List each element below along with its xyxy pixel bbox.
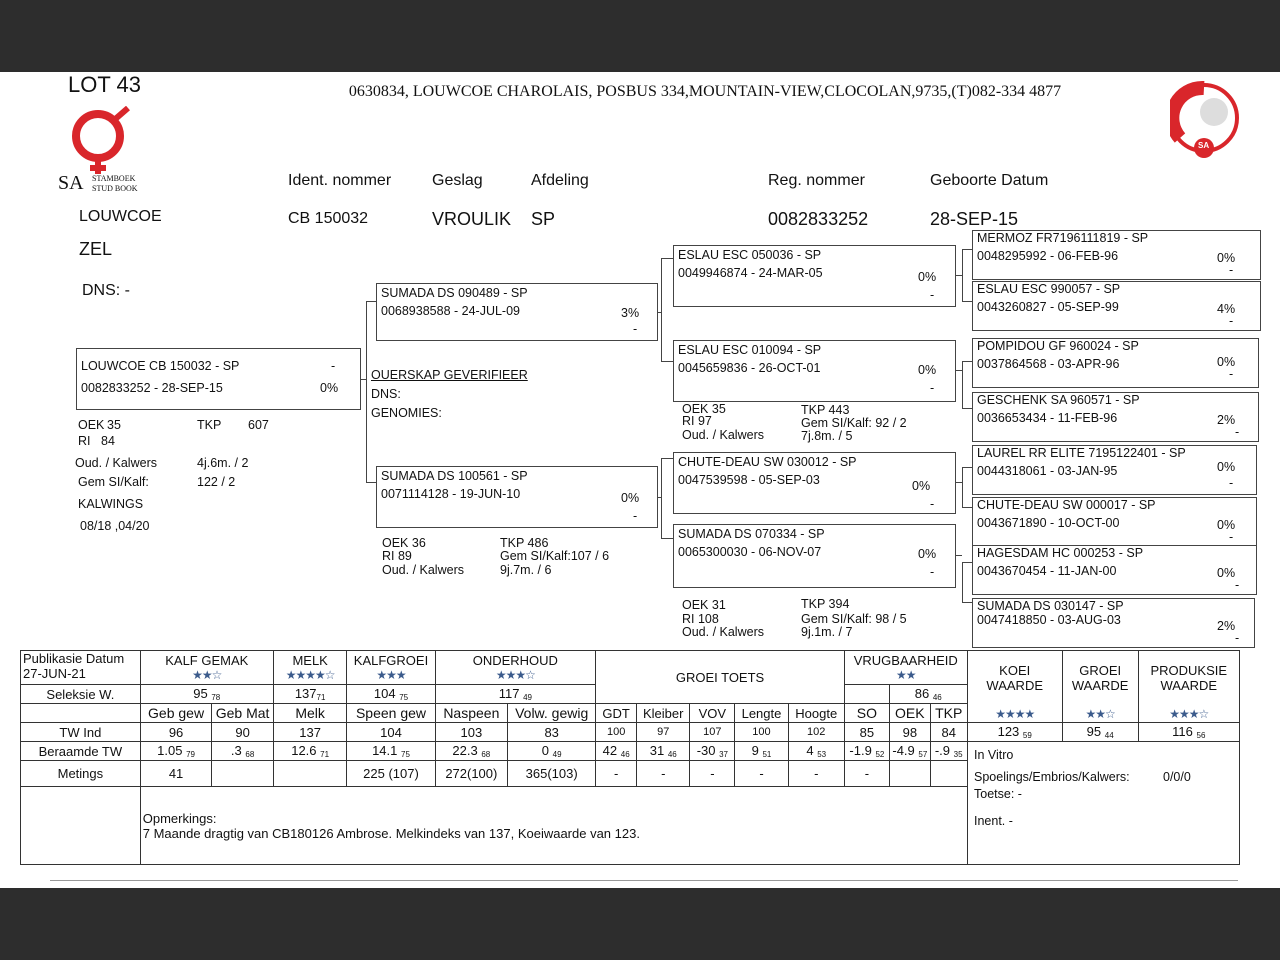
self-oek-label: OEK	[78, 418, 105, 432]
charolais-logo	[1170, 78, 1242, 162]
melk-stars-icon: ★★★★☆	[285, 668, 335, 682]
metings-value-2	[273, 761, 347, 787]
ggp2-line2: 0043260827 - 05-SEP-99	[977, 300, 1119, 314]
ggp4-line2: 0036653434 - 11-FEB-96	[977, 411, 1118, 425]
produksie-tw-acc: 56	[1196, 731, 1206, 740]
beraamde-value-7: 31	[649, 743, 665, 758]
dam-oek: OEK 36	[382, 536, 426, 550]
beraamde-value-3: 14.1	[372, 743, 398, 758]
seleksie-label: Seleksie W.	[21, 685, 141, 704]
groei-toets-label: GROEI TOETS	[596, 651, 845, 704]
tw-label: TW Ind	[21, 723, 141, 742]
beraamde-acc-13: 35	[953, 750, 963, 759]
koei-tw-acc: 59	[1022, 731, 1032, 740]
self-ri-label: RI	[78, 434, 91, 448]
vrugbaarheid-label: VRUGBAARHEID	[853, 653, 958, 668]
col-header-1: Geb Mat	[212, 704, 273, 723]
animal-geboorte: 28-SEP-15	[930, 209, 1019, 229]
opmerkings-text: 7 Maande dragtig van CB180126 Ambrose. Melkindeks van 137, Koeiwaarde van 123.	[142, 826, 640, 841]
beraamde-cell-1	[212, 742, 273, 761]
tw-value-9: 100	[735, 723, 788, 742]
produksie-tw-cell	[1138, 723, 1239, 742]
ggp7-line1: HAGESDAM HC 000253 - SP	[977, 546, 1144, 560]
vrugbaarheid-head	[844, 651, 967, 685]
kalfgroei-stars-icon: ★★★	[376, 668, 406, 682]
ggp6-line2: 0043671890 - 10-OCT-00	[977, 516, 1120, 530]
ggp6-dash: -	[1229, 530, 1234, 544]
dam-tkp: TKP 486	[500, 536, 549, 550]
gp4-line2: 0065300030 - 06-NOV-07	[678, 545, 822, 559]
groei-head	[1062, 651, 1138, 723]
beraamde-cell-11	[844, 742, 889, 761]
beraamde-cell-10	[788, 742, 844, 761]
dam-pct: 0%	[621, 491, 640, 505]
studbook-logo	[58, 102, 158, 197]
gp-box-4	[673, 524, 956, 588]
beraamde-value-0: 1.05	[157, 743, 183, 758]
beraamde-value-1: .3	[230, 743, 242, 758]
gp-bot-oek: OEK 31	[682, 598, 726, 612]
metings-value-8: -	[690, 761, 735, 787]
ggp-box-6	[972, 497, 1257, 547]
gp4-line1: SUMADA DS 070334 - SP	[678, 527, 825, 541]
ggp8-line2: 0047418850 - 03-AUG-03	[977, 613, 1121, 627]
opmerkings-cell	[140, 787, 967, 865]
beraamde-acc-11: 52	[875, 750, 885, 759]
performance-table	[20, 650, 1240, 865]
ggp2-line1: ESLAU ESC 990057 - SP	[977, 282, 1121, 296]
ggp-box-5	[972, 445, 1257, 495]
beraamde-acc-1: 68	[245, 750, 255, 759]
gp1-line2: 0049946874 - 24-MAR-05	[678, 266, 823, 280]
vrugbaarheid-acc: 46	[932, 693, 942, 702]
beraamde-cell-2	[273, 742, 347, 761]
inent-label: Inent. -	[974, 814, 1013, 828]
sire-box	[376, 283, 658, 341]
kalfgroei-value	[347, 685, 435, 704]
groei-stars-icon: ★★☆	[1085, 707, 1115, 721]
melk-head	[273, 651, 347, 685]
gp2-dash: -	[930, 381, 935, 395]
gp-top-ri: RI 97	[682, 414, 712, 428]
dam-dash: -	[633, 509, 638, 523]
beraamde-cell-5	[508, 742, 596, 761]
col-header-2: Melk	[273, 704, 347, 723]
verification-dns: DNS:	[371, 387, 401, 401]
dam-gem: Gem SI/Kalf:107 / 6	[500, 549, 610, 563]
animal-name-line2: ZEL	[79, 239, 113, 259]
ggp4-dash: -	[1235, 425, 1240, 439]
ggp6-pct: 0%	[1217, 518, 1236, 532]
gp-top-oud: 7j.8m. / 5	[801, 429, 853, 443]
metings-value-6: -	[596, 761, 637, 787]
metings-value-11: -	[844, 761, 889, 787]
beraamde-acc-5: 49	[552, 750, 562, 759]
kalf-gemak-head	[140, 651, 273, 685]
genomies-label: GENOMIES:	[371, 406, 442, 420]
beraamde-acc-12: 57	[918, 750, 928, 759]
beraamde-acc-4: 68	[481, 750, 491, 759]
produksie-head	[1138, 651, 1239, 723]
metings-value-10: -	[788, 761, 844, 787]
beraamde-value-5: 0	[541, 743, 550, 758]
beraamde-value-4: 22.3	[452, 743, 478, 758]
onderhoud-stars-icon: ★★★☆	[495, 668, 535, 682]
gp-top-tkp: TKP 443	[801, 403, 850, 417]
self-oek: 35	[107, 418, 121, 432]
kalf-gemak-stars-icon: ★★☆	[192, 668, 222, 682]
self-line1: LOUWCOE CB 150032 - SP	[81, 359, 240, 373]
kalfgroei-val: 104	[373, 686, 396, 701]
gp-box-3	[673, 452, 956, 514]
beraamde-value-13: -.9	[934, 743, 951, 758]
beraamde-value-11: -1.9	[849, 743, 872, 758]
gp2-pct: 0%	[918, 363, 937, 377]
col-header-5: Volw. gewig	[508, 704, 596, 723]
ggp3-pct: 0%	[1217, 355, 1236, 369]
ggp7-dash: -	[1235, 578, 1240, 592]
melk-val: 137	[294, 686, 317, 701]
metings-value-5: 365(103)	[508, 761, 596, 787]
label-geslag: Geslag	[432, 172, 483, 189]
self-line2: 0082833252 - 28-SEP-15	[81, 381, 223, 395]
groei-tw-acc: 44	[1104, 731, 1114, 740]
metings-value-0: 41	[140, 761, 212, 787]
animal-afdeling: SP	[531, 209, 556, 229]
tw-value-10: 102	[788, 723, 844, 742]
kalfgroei-label: KALFGROEI	[353, 653, 429, 668]
self-kalwings-label: KALWINGS	[78, 497, 144, 511]
ggp7-line2: 0043670454 - 11-JAN-00	[977, 564, 1117, 578]
beraamde-acc-2: 71	[320, 750, 330, 759]
gp2-line2: 0045659836 - 26-OCT-01	[678, 361, 821, 375]
self-tkp-label: TKP	[197, 418, 222, 432]
animal-name-line1: LOUWCOE	[79, 208, 162, 225]
gp1-line1: ESLAU ESC 050036 - SP	[678, 248, 822, 262]
ggp8-line1: SUMADA DS 030147 - SP	[977, 599, 1124, 613]
kalf-gemak-acc: 78	[211, 693, 221, 702]
groei-tw-cell	[1062, 723, 1138, 742]
kalf-gemak-label: KALF GEMAK	[165, 653, 249, 668]
tw-value-4: 103	[435, 723, 508, 742]
toetse-label: Toetse: -	[974, 787, 1022, 801]
gp3-dash: -	[930, 497, 935, 511]
spoelings-value: 0/0/0	[1163, 770, 1191, 784]
tw-value-3: 104	[347, 723, 435, 742]
self-kalwings: 08/18 ,04/20	[80, 519, 150, 533]
vrugbaarheid-value	[889, 685, 967, 704]
col-header-6: GDT	[596, 704, 637, 723]
beraamde-cell-4	[435, 742, 508, 761]
melk-label: MELK	[292, 653, 328, 668]
beraamde-cell-12	[889, 742, 930, 761]
ggp4-pct: 2%	[1217, 413, 1236, 427]
beraamde-acc-6: 46	[620, 750, 630, 759]
sire-dash: -	[633, 322, 638, 336]
gp-box-2	[673, 340, 956, 402]
ggp7-pct: 0%	[1217, 566, 1236, 580]
col-header-7: Kleiber	[637, 704, 690, 723]
dam-oud: 9j.7m. / 6	[500, 563, 552, 577]
melk-acc: 71	[316, 693, 326, 702]
pedigree-page	[0, 72, 1280, 888]
ggp-box-2	[972, 281, 1261, 331]
gp3-line2: 0047539598 - 05-SEP-03	[678, 473, 820, 487]
beraamde-cell-7	[637, 742, 690, 761]
ggp8-pct: 2%	[1217, 619, 1236, 633]
ggp3-line1: POMPIDOU GF 960024 - SP	[977, 339, 1139, 353]
ggp-box-4	[972, 392, 1259, 442]
onderhoud-val: 117	[498, 686, 520, 701]
self-ri: 84	[101, 434, 115, 448]
animal-ident: CB 150032	[288, 210, 369, 227]
gp4-pct: 0%	[918, 547, 937, 561]
metings-label: Metings	[21, 761, 141, 787]
gp1-dash: -	[930, 288, 935, 302]
kalf-gemak-val: 95	[193, 686, 208, 701]
metings-value-1	[212, 761, 273, 787]
beraamde-cell-9	[735, 742, 788, 761]
vrugbaarheid-stars-icon: ★★	[895, 668, 916, 682]
dam-line2: 0071114128 - 19-JUN-10	[381, 487, 521, 501]
beraamde-acc-8: 37	[719, 750, 729, 759]
gp2-line1: ESLAU ESC 010094 - SP	[678, 343, 822, 357]
gp3-pct: 0%	[912, 479, 931, 493]
col-header-0: Geb gew	[140, 704, 212, 723]
ggp5-line1: LAUREL RR ELITE 7195122401 - SP	[977, 446, 1186, 460]
dam-oud-label: Oud. / Kalwers	[382, 563, 464, 577]
dam-line1: SUMADA DS 100561 - SP	[381, 469, 528, 483]
onderhoud-head	[435, 651, 596, 685]
studbook-line2: STUD BOOK	[92, 184, 138, 193]
gp-bot-oud: 9j.1m. / 7	[801, 625, 853, 639]
tw-value-5: 83	[508, 723, 596, 742]
studbook-line1: STAMBOEK	[92, 174, 136, 183]
animal-dns: DNS: -	[82, 282, 130, 299]
ggp5-dash: -	[1229, 476, 1234, 490]
kalf-gemak-value	[140, 685, 273, 704]
animal-geslag: VROULIK	[432, 209, 512, 229]
tw-value-1: 90	[212, 723, 273, 742]
metings-value-12	[889, 761, 930, 787]
gp-bot-gem: Gem SI/Kalf: 98 / 5	[801, 612, 907, 626]
beraamde-acc-10: 53	[817, 750, 827, 759]
beraamde-cell-3	[347, 742, 435, 761]
ggp6-line1: CHUTE-DEAU SW 000017 - SP	[977, 498, 1156, 512]
ggp4-line1: GESCHENK SA 960571 - SP	[977, 393, 1140, 407]
ggp-box-3	[972, 338, 1259, 388]
dam-ri: RI 89	[382, 549, 412, 563]
groei-tw: 95	[1086, 724, 1102, 739]
col-header-12: OEK	[889, 704, 930, 723]
ggp1-pct: 0%	[1217, 251, 1236, 265]
beraamde-value-2: 12.6	[291, 743, 317, 758]
beraamde-cell-13	[930, 742, 967, 761]
opmerkings-label: Opmerkings:	[142, 811, 217, 826]
ggp8-dash: -	[1235, 631, 1240, 645]
pub-date: 27-JUN-21	[23, 666, 86, 681]
self-gem-label: Gem SI/Kalf:	[78, 475, 149, 489]
tw-value-7: 97	[637, 723, 690, 742]
pub-label: Publikasie Datum	[23, 651, 125, 666]
sire-line2: 0068938588 - 24-JUL-09	[381, 304, 520, 318]
tw-value-13: 84	[930, 723, 967, 742]
melk-value	[273, 685, 347, 704]
self-oud-label: Oud. / Kalwers	[75, 456, 157, 470]
ggp3-dash: -	[1229, 367, 1234, 381]
ggp-box-7	[972, 545, 1257, 595]
tw-value-11: 85	[844, 723, 889, 742]
gp-top-oud-label: Oud. / Kalwers	[682, 428, 764, 442]
gp3-line1: CHUTE-DEAU SW 030012 - SP	[678, 455, 857, 469]
beraamde-value-8: -30	[696, 743, 716, 758]
studbook-emblem-icon	[68, 106, 138, 176]
tw-value-6: 100	[596, 723, 637, 742]
onderhoud-label: ONDERHOUD	[472, 653, 558, 668]
ouerskap-label: OUERSKAP GEVERIFIEER	[371, 368, 528, 382]
gp-bot-tkp: TKP 394	[801, 597, 850, 611]
col-header-10: Hoogte	[788, 704, 844, 723]
onderhoud-acc: 49	[523, 693, 532, 702]
beraamde-acc-3: 75	[401, 750, 410, 759]
gp1-pct: 0%	[918, 270, 937, 284]
label-ident: Ident. nommer	[288, 172, 392, 189]
produksie-stars-icon: ★★★☆	[1169, 707, 1209, 721]
beraamde-cell-6	[596, 742, 637, 761]
groei-label: GROEI WAARDE	[1071, 663, 1129, 693]
produksie-tw: 116	[1172, 724, 1193, 739]
tw-value-12: 98	[889, 723, 930, 742]
gp-box-1	[673, 245, 956, 307]
self-pct: 0%	[320, 381, 339, 395]
in-vitro-label: In Vitro	[974, 748, 1014, 762]
beraamde-value-6: 42	[602, 743, 618, 758]
ggp-box-1	[972, 230, 1261, 280]
tw-value-8: 107	[690, 723, 735, 742]
label-reg: Reg. nommer	[768, 172, 865, 189]
beraamde-label: Beraamde TW	[21, 742, 141, 761]
beraamde-value-10: 4	[806, 743, 814, 758]
breeder-header: 0630834, LOUWCOE CHAROLAIS, POSBUS 334,MOUNTAIN-VIEW,CLOCOLAN,9735,(T)082-334 4877	[348, 83, 1062, 100]
vrugbaarheid-val: 86	[914, 686, 930, 701]
dam-box	[376, 466, 658, 528]
animal-reg: 0082833252	[768, 209, 869, 229]
gp4-dash: -	[930, 565, 935, 579]
label-afdeling: Afdeling	[531, 172, 589, 189]
tw-value-0: 96	[140, 723, 212, 742]
sire-line1: SUMADA DS 090489 - SP	[381, 286, 528, 300]
col-header-4: Naspeen	[435, 704, 508, 723]
sire-pct: 3%	[621, 306, 640, 320]
studbook-prefix: SA	[58, 172, 84, 194]
koei-label: KOEI WAARDE	[986, 663, 1043, 693]
koei-stars-icon: ★★★★	[995, 707, 1035, 721]
koei-head	[967, 651, 1062, 723]
col-header-3: Speen gew	[347, 704, 435, 723]
col-header-9: Lengte	[735, 704, 788, 723]
gp-top-oek: OEK 35	[682, 402, 726, 416]
charolais-sub: SA	[1198, 141, 1210, 150]
beraamde-value-9: 9	[751, 743, 759, 758]
beraamde-cell-8	[690, 742, 735, 761]
koei-tw: 123	[997, 724, 1020, 739]
onderhoud-value	[435, 685, 596, 704]
metings-value-3: 225 (107)	[347, 761, 435, 787]
metings-value-4: 272(100)	[435, 761, 508, 787]
ggp1-dash: -	[1229, 263, 1234, 277]
ggp1-line2: 0048295992 - 06-FEB-96	[977, 249, 1119, 263]
self-oud: 4j.6m. / 2	[197, 456, 249, 470]
self-gem: 122 / 2	[197, 475, 236, 489]
self-box	[76, 348, 361, 410]
gp-bot-oud-label: Oud. / Kalwers	[682, 625, 764, 639]
self-dash: -	[331, 359, 336, 373]
beraamde-acc-7: 46	[667, 750, 677, 759]
beraamde-acc-9: 51	[762, 750, 772, 759]
ggp5-pct: 0%	[1217, 460, 1236, 474]
beraamde-value-12: -4.9	[892, 743, 915, 758]
ggp3-line2: 0037864568 - 03-APR-96	[977, 357, 1120, 371]
pub-cell	[21, 651, 141, 685]
beraamde-acc-0: 79	[186, 750, 195, 759]
metings-value-13	[930, 761, 967, 787]
ggp1-line1: MERMOZ FR7196111819 - SP	[977, 231, 1149, 245]
kalfgroei-acc: 75	[399, 693, 409, 702]
gp-top-gem: Gem SI/Kalf: 92 / 2	[801, 416, 907, 430]
kalfgroei-head	[347, 651, 435, 685]
lot-number: LOT 43	[68, 72, 141, 97]
ggp5-line2: 0044318061 - 03-JAN-95	[977, 464, 1118, 478]
koei-tw-cell	[967, 723, 1062, 742]
produksie-label: PRODUKSIE WAARDE	[1150, 663, 1228, 693]
metings-value-9: -	[735, 761, 788, 787]
label-geboorte: Geboorte Datum	[930, 172, 1049, 189]
ggp-box-8	[972, 598, 1255, 648]
col-header-11: SO	[844, 704, 889, 723]
ggp2-pct: 4%	[1217, 302, 1236, 316]
metings-value-7: -	[637, 761, 690, 787]
tw-value-2: 137	[273, 723, 347, 742]
beraamde-cell-0	[140, 742, 212, 761]
self-tkp: 607	[248, 418, 269, 432]
col-header-13: TKP	[930, 704, 967, 723]
spoelings-label: Spoelings/Embrios/Kalwers:	[974, 770, 1130, 784]
col-header-8: VOV	[690, 704, 735, 723]
gp-bot-ri: RI 108	[682, 612, 719, 626]
ggp2-dash: -	[1229, 314, 1234, 328]
